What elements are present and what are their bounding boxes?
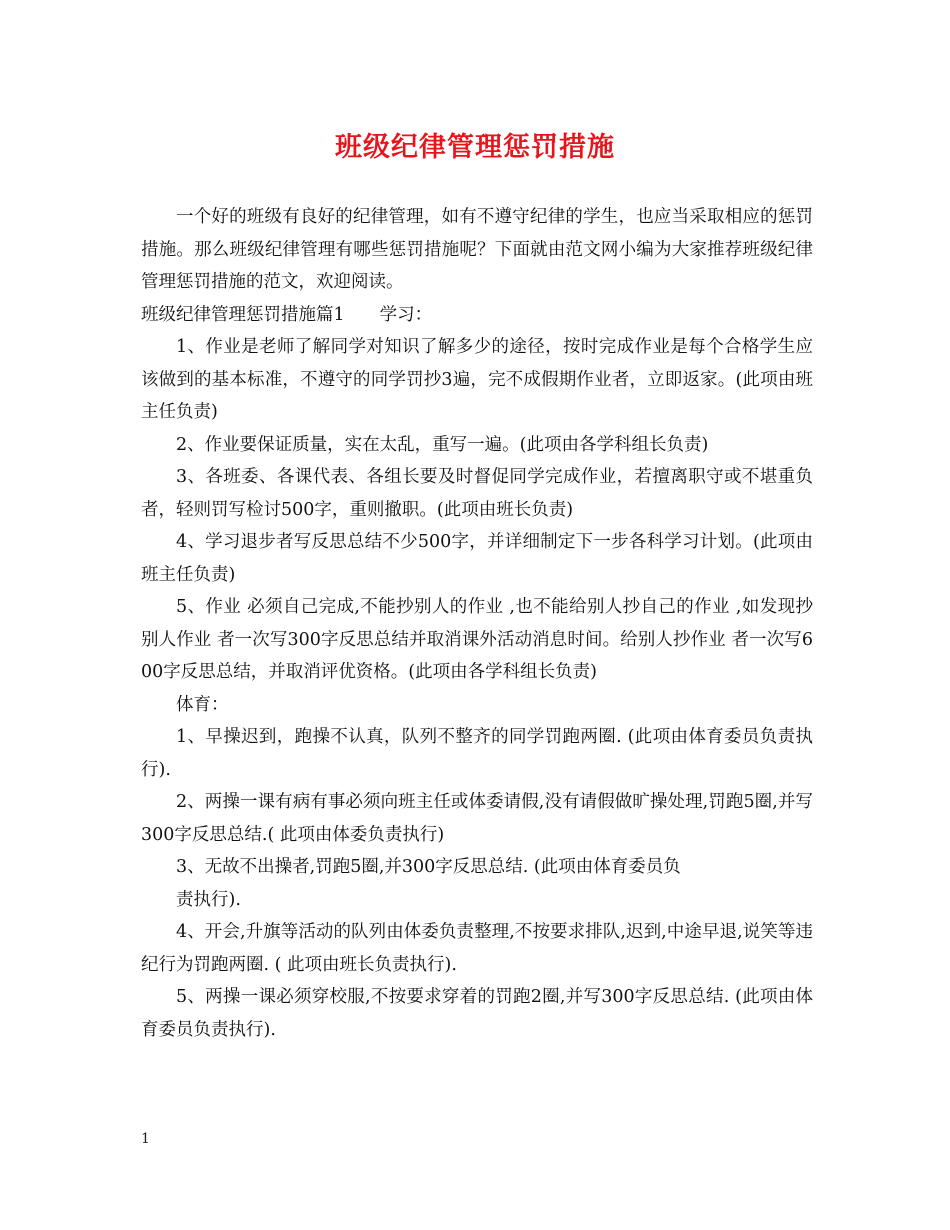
study-rule-3: 3、各班委、各课代表、各组长要及时督促同学完成作业，若擅离职守或不堪重负者，轻则罚写检讨500字，重则撤职。(此项由班长负责) — [141, 467, 813, 520]
sports-rule-2: 2、两操一课有病有事必须向班主任或体委请假,没有请假做旷操处理,罚跑5圈,并写300字反思总结.( 此项由体委负责执行) — [141, 792, 813, 845]
section-heading-sports: 体育： — [176, 694, 229, 715]
study-rule-1: 1、作业是老师了解同学对知识了解多少的途径，按时完成作业是每个合格学生应该做到的基本标准，不遵守的同学罚抄3遍，完不成假期作业者，立即返家。(此项由班主任负责) — [141, 337, 813, 422]
sports-rule-4: 4、开会,升旗等活动的队列由体委负责整理,不按要求排队,迟到,中途早退,说笑等违纪行为罚跑两圈. ( 此项由班长负责执行). — [141, 922, 813, 975]
section-heading-study: 班级纪律管理惩罚措施篇1 学习： — [141, 304, 433, 325]
sports-rule-3: 3、无故不出操者,罚跑5圈,并300字反思总结. (此项由体育委员负 — [176, 857, 681, 877]
intro-paragraph: 一个好的班级有良好的纪律管理，如有不遵守纪律的学生，也应当采取相应的惩罚措施。那么班级纪律管理有哪些惩罚措施呢？下面就由范文网小编为大家推荐班级纪律管理惩罚措施的范文，欢迎阅读。 — [141, 207, 813, 292]
study-rule-4: 4、学习退步者写反思总结不少500字，并详细制定下一步各科学习计划。(此项由班主任负责) — [141, 532, 813, 585]
sports-rule-1: 1、早操迟到，跑操不认真，队列不整齐的同学罚跑两圈. (此项由体育委员负责执行). — [141, 727, 813, 780]
document-title: 班级纪律管理惩罚措施 — [335, 132, 615, 163]
study-rule-2: 2、作业要保证质量，实在太乱，重写一遍。(此项由各学科组长负责) — [176, 434, 709, 455]
page-number: 1 — [141, 1131, 150, 1147]
sports-rule-3-continued: 责执行). — [176, 889, 241, 910]
document-body — [141, 201, 813, 1046]
study-rule-5: 5、作业 必须自己完成,不能抄别人的作业 ,也不能给别人抄自己的作业 ,如发现抄别人作业 者一次写300字反思总结并取消课外活动消息时间。给别人抄作业 者一次写600字反思总结，并取消评优资格。(此项由各学科组长负责) — [141, 597, 813, 682]
sports-rule-5: 5、两操一课必须穿校服,不按要求穿着的罚跑2圈,并写300字反思总结. (此项由体育委员负责执行). — [141, 987, 813, 1040]
